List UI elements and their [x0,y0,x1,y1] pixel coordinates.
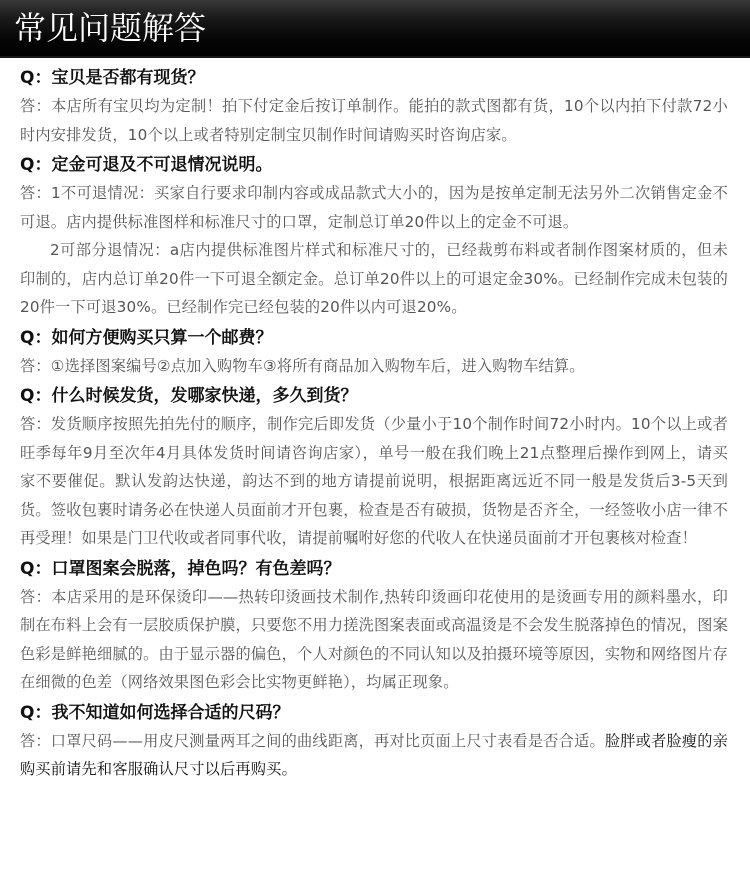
faq-list [0,58,750,784]
faq-question: Q：宝贝是否都有现货？ [20,68,205,88]
faq-answer [20,727,728,784]
faq-item [20,151,728,322]
faq-answer: 答：①选择图案编号②点加入购物车③将所有商品加入购物车后，进入购物车结算。 [20,356,585,375]
faq-question: Q：口罩图案会脱落，掉色吗？有色差吗？ [20,558,341,579]
faq-question: Q：如何方便购买只算一个邮费？ [20,327,273,348]
faq-item [20,699,728,784]
faq-answer-continued [20,236,728,322]
faq-question: Q：定金可退及不可退情况说明。 [20,155,273,175]
faq-answer-emphasis: 脸胖或者脸瘦的亲购买前请先和客服确认尺寸以后再购买。 [20,731,728,778]
faq-answer: 答：本店采用的是环保烫印——热转印烫画技术制作,热转印烫画印花使用的是烫画专用的颜料墨水，印制在布料上会有一层胶质保护膜，只要您不用力搓洗图案表面或高温烫是不会发生脱落掉色的情况，图案色彩是鲜艳细腻的。由于显示器的偏色，个人对颜色的不同认知以及拍摄环境等原因，实物和网络图片存在细微的色差（网络效果图色彩会比实物更鲜艳），均属正现象。 [20,587,728,691]
faq-item [20,324,728,381]
faq-item [20,64,728,149]
header-banner [0,0,750,58]
faq-item [20,555,728,697]
faq-answer-part: 答：口罩尺码——用皮尺测量两耳之间的曲线距离，再对比页面上尺寸表看是否合适。 [20,731,605,750]
header-divider [0,56,750,58]
faq-answer-part: 2可部分退情况：a店内提供标准图片样式和标准尺寸的，已经裁剪布料或者制作图案材质的，但未印制的，店内总订单20件一下可退全额定金。总订单20件以上的可退定金30%。已经制作完成未包装的20件一下可退30%。已经制作完已经包装的20件以内可退20%。 [20,241,728,316]
faq-item [20,382,728,553]
page-title: 常见问题解答 [14,9,207,47]
faq-question: Q：什么时候发货，发哪家快递，多久到货？ [20,386,358,406]
faq-question: Q：我不知道如何选择合适的尺码？ [20,702,290,723]
faq-answer: 答：本店所有宝贝均为定制！拍下付定金后按订单制作。能拍的款式图都有货，10个以内拍下付款72小时内安排发货，10个以上或者特别定制宝贝制作时间请购买时咨询店家。 [20,97,728,144]
faq-answer: 答：1不可退情况：买家自行要求印制内容或成品款式大小的，因为是按单定制无法另外二次销售定金不可退。店内提供标准图样和标准尺寸的口罩，定制总订单20件以上的定金不可退。 [20,184,728,231]
faq-answer: 答：发货顺序按照先拍先付的顺序，制作完后即发货（少量小于10个制作时间72小时内。10个以上或者旺季每年9月至次年4月具体发货时间请咨询店家），单号一般在我们晚上21点整理后操作到网上，请买家不要催促。默认发韵达快递，韵达不到的地方请提前说明，根据距离远近不同一般是发货后3-5天到货。签收包裹时请务必在快递人员面前才开包裹，检查是否有破损，货物是否齐全，一经签收小店一律不再受理！如果是门卫代收或者同事代收，请提前嘱咐好您的代收人在快递员面前才开包裹核对检查！ [20,415,728,547]
